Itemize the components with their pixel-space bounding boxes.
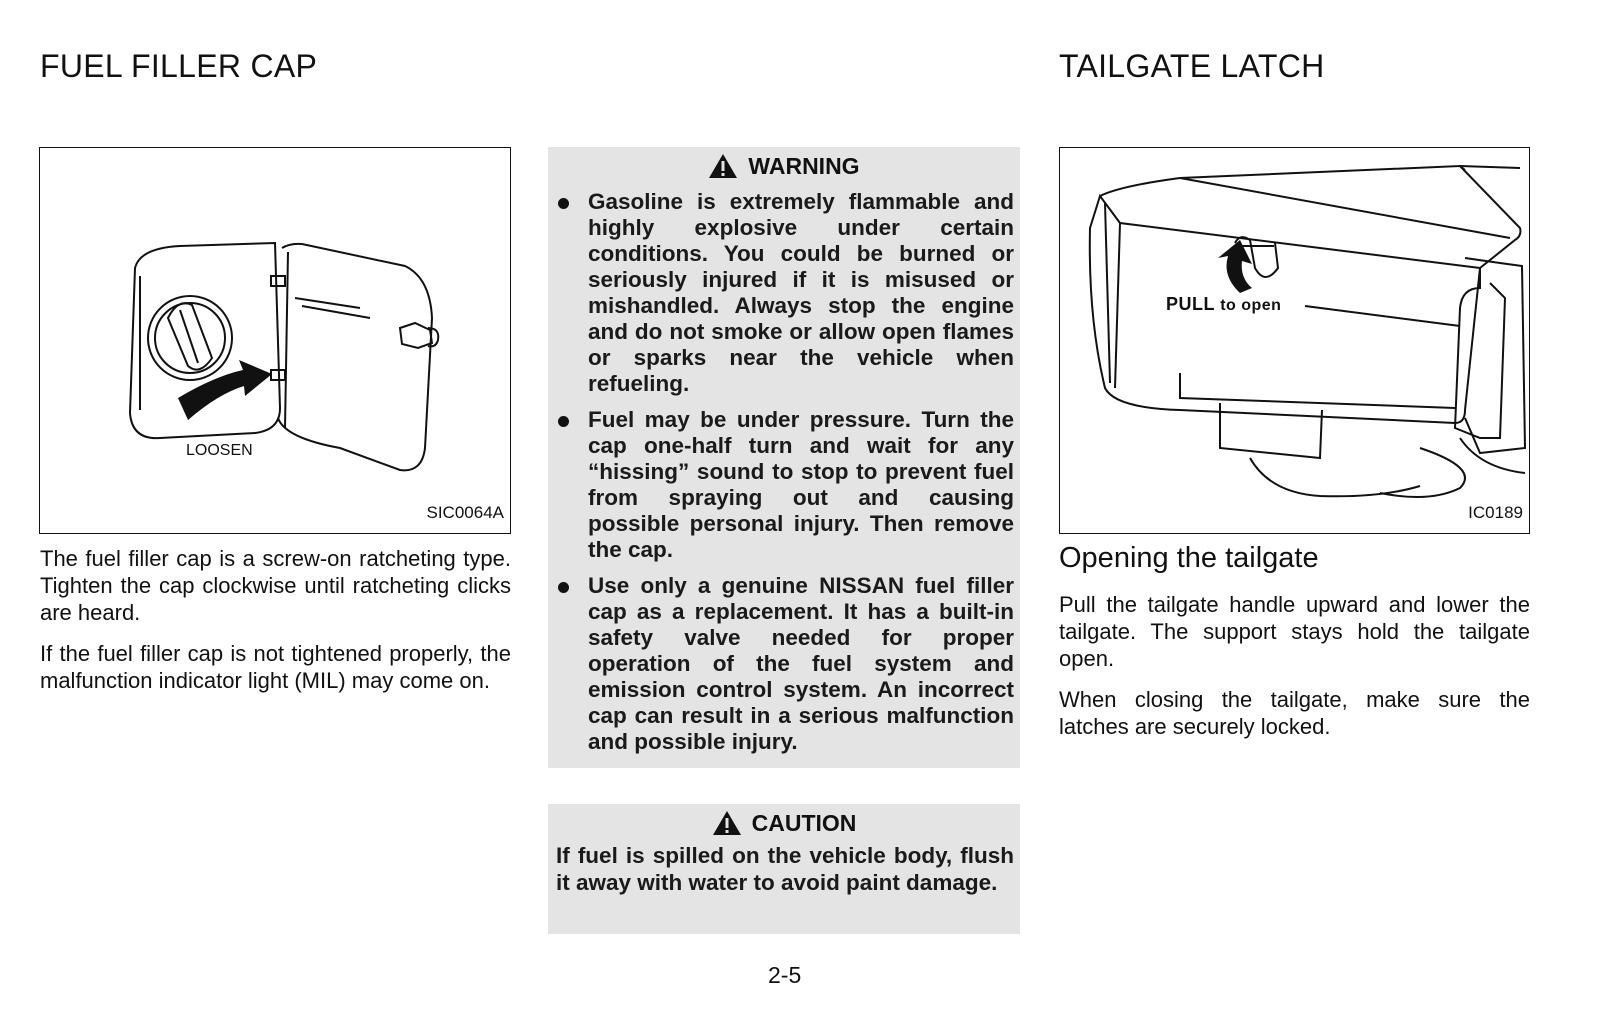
to-open-label: to open [1220, 297, 1282, 314]
warning-title-text: WARNING [748, 152, 860, 179]
bullet-icon [558, 198, 569, 209]
fuel-cap-description [40, 545, 511, 708]
list-item [556, 407, 1014, 563]
fuel-filler-cap-heading: FUEL FILLER CAP [40, 48, 318, 84]
list-item-text: Fuel may be under pressure. Turn the cap one-half turn and wait for any “hissing” sound to stop to prevent fuel from spraying out and causing possible personal injury. Then remove the cap. [588, 407, 1014, 562]
fuel-cap-figure [39, 147, 511, 534]
opening-tailgate-subheading: Opening the tailgate [1059, 542, 1319, 574]
pull-label: PULL [1166, 294, 1215, 314]
fuel-cap-illustration [40, 148, 510, 533]
warning-triangle-icon [708, 153, 738, 179]
warning-title [548, 147, 1020, 181]
list-item-text: Gasoline is extremely flammable and highly explosive under certain conditions. You could be burned or seriously injured if it is misused or mishandled. Always stop the engine and do not smoke or allow open flames or sparks near the vehicle when refueling. [588, 189, 1014, 396]
paragraph: When closing the tailgate, make sure the latches are securely locked. [1059, 687, 1530, 739]
caution-title-text: CAUTION [751, 809, 857, 836]
paragraph: Pull the tailgate handle upward and lower the tailgate. The support stays hold the tailgate open. [1059, 592, 1530, 671]
tailgate-illustration [1060, 148, 1529, 533]
caution-triangle-icon [712, 810, 742, 836]
list-item [556, 189, 1014, 397]
page-number: 2-5 [768, 962, 802, 988]
list-item-text: Use only a genuine NISSAN fuel filler cap as a replacement. It has a built-in safety valve needed for proper operation of the fuel system and emission control system. An incorrect cap can result in a serious malfunction and possible injury. [588, 573, 1014, 754]
figure-code: SIC0064A [426, 503, 504, 522]
tailgate-latch-heading: TAILGATE LATCH [1059, 48, 1325, 84]
bullet-icon [558, 582, 569, 593]
figure-code: IC0189 [1468, 503, 1523, 522]
tailgate-description [1059, 591, 1530, 754]
paragraph: If the fuel filler cap is not tightened properly, the malfunction indicator light (MIL) may come on. [40, 641, 511, 693]
tailgate-figure [1059, 147, 1530, 534]
caution-box [548, 804, 1020, 934]
caution-text: If fuel is spilled on the vehicle body, flush it away with water to avoid paint damage. [556, 843, 1014, 895]
bullet-icon [558, 416, 569, 427]
loosen-label: LOOSEN [186, 442, 253, 459]
warning-list [548, 189, 1020, 755]
warning-box [548, 147, 1020, 768]
paragraph: The fuel filler cap is a screw-on ratcheting type. Tighten the cap clockwise until ratcheting clicks are heard. [40, 546, 511, 625]
list-item [556, 573, 1014, 755]
caution-title [548, 804, 1020, 838]
pull-to-open-label [1166, 294, 1281, 315]
